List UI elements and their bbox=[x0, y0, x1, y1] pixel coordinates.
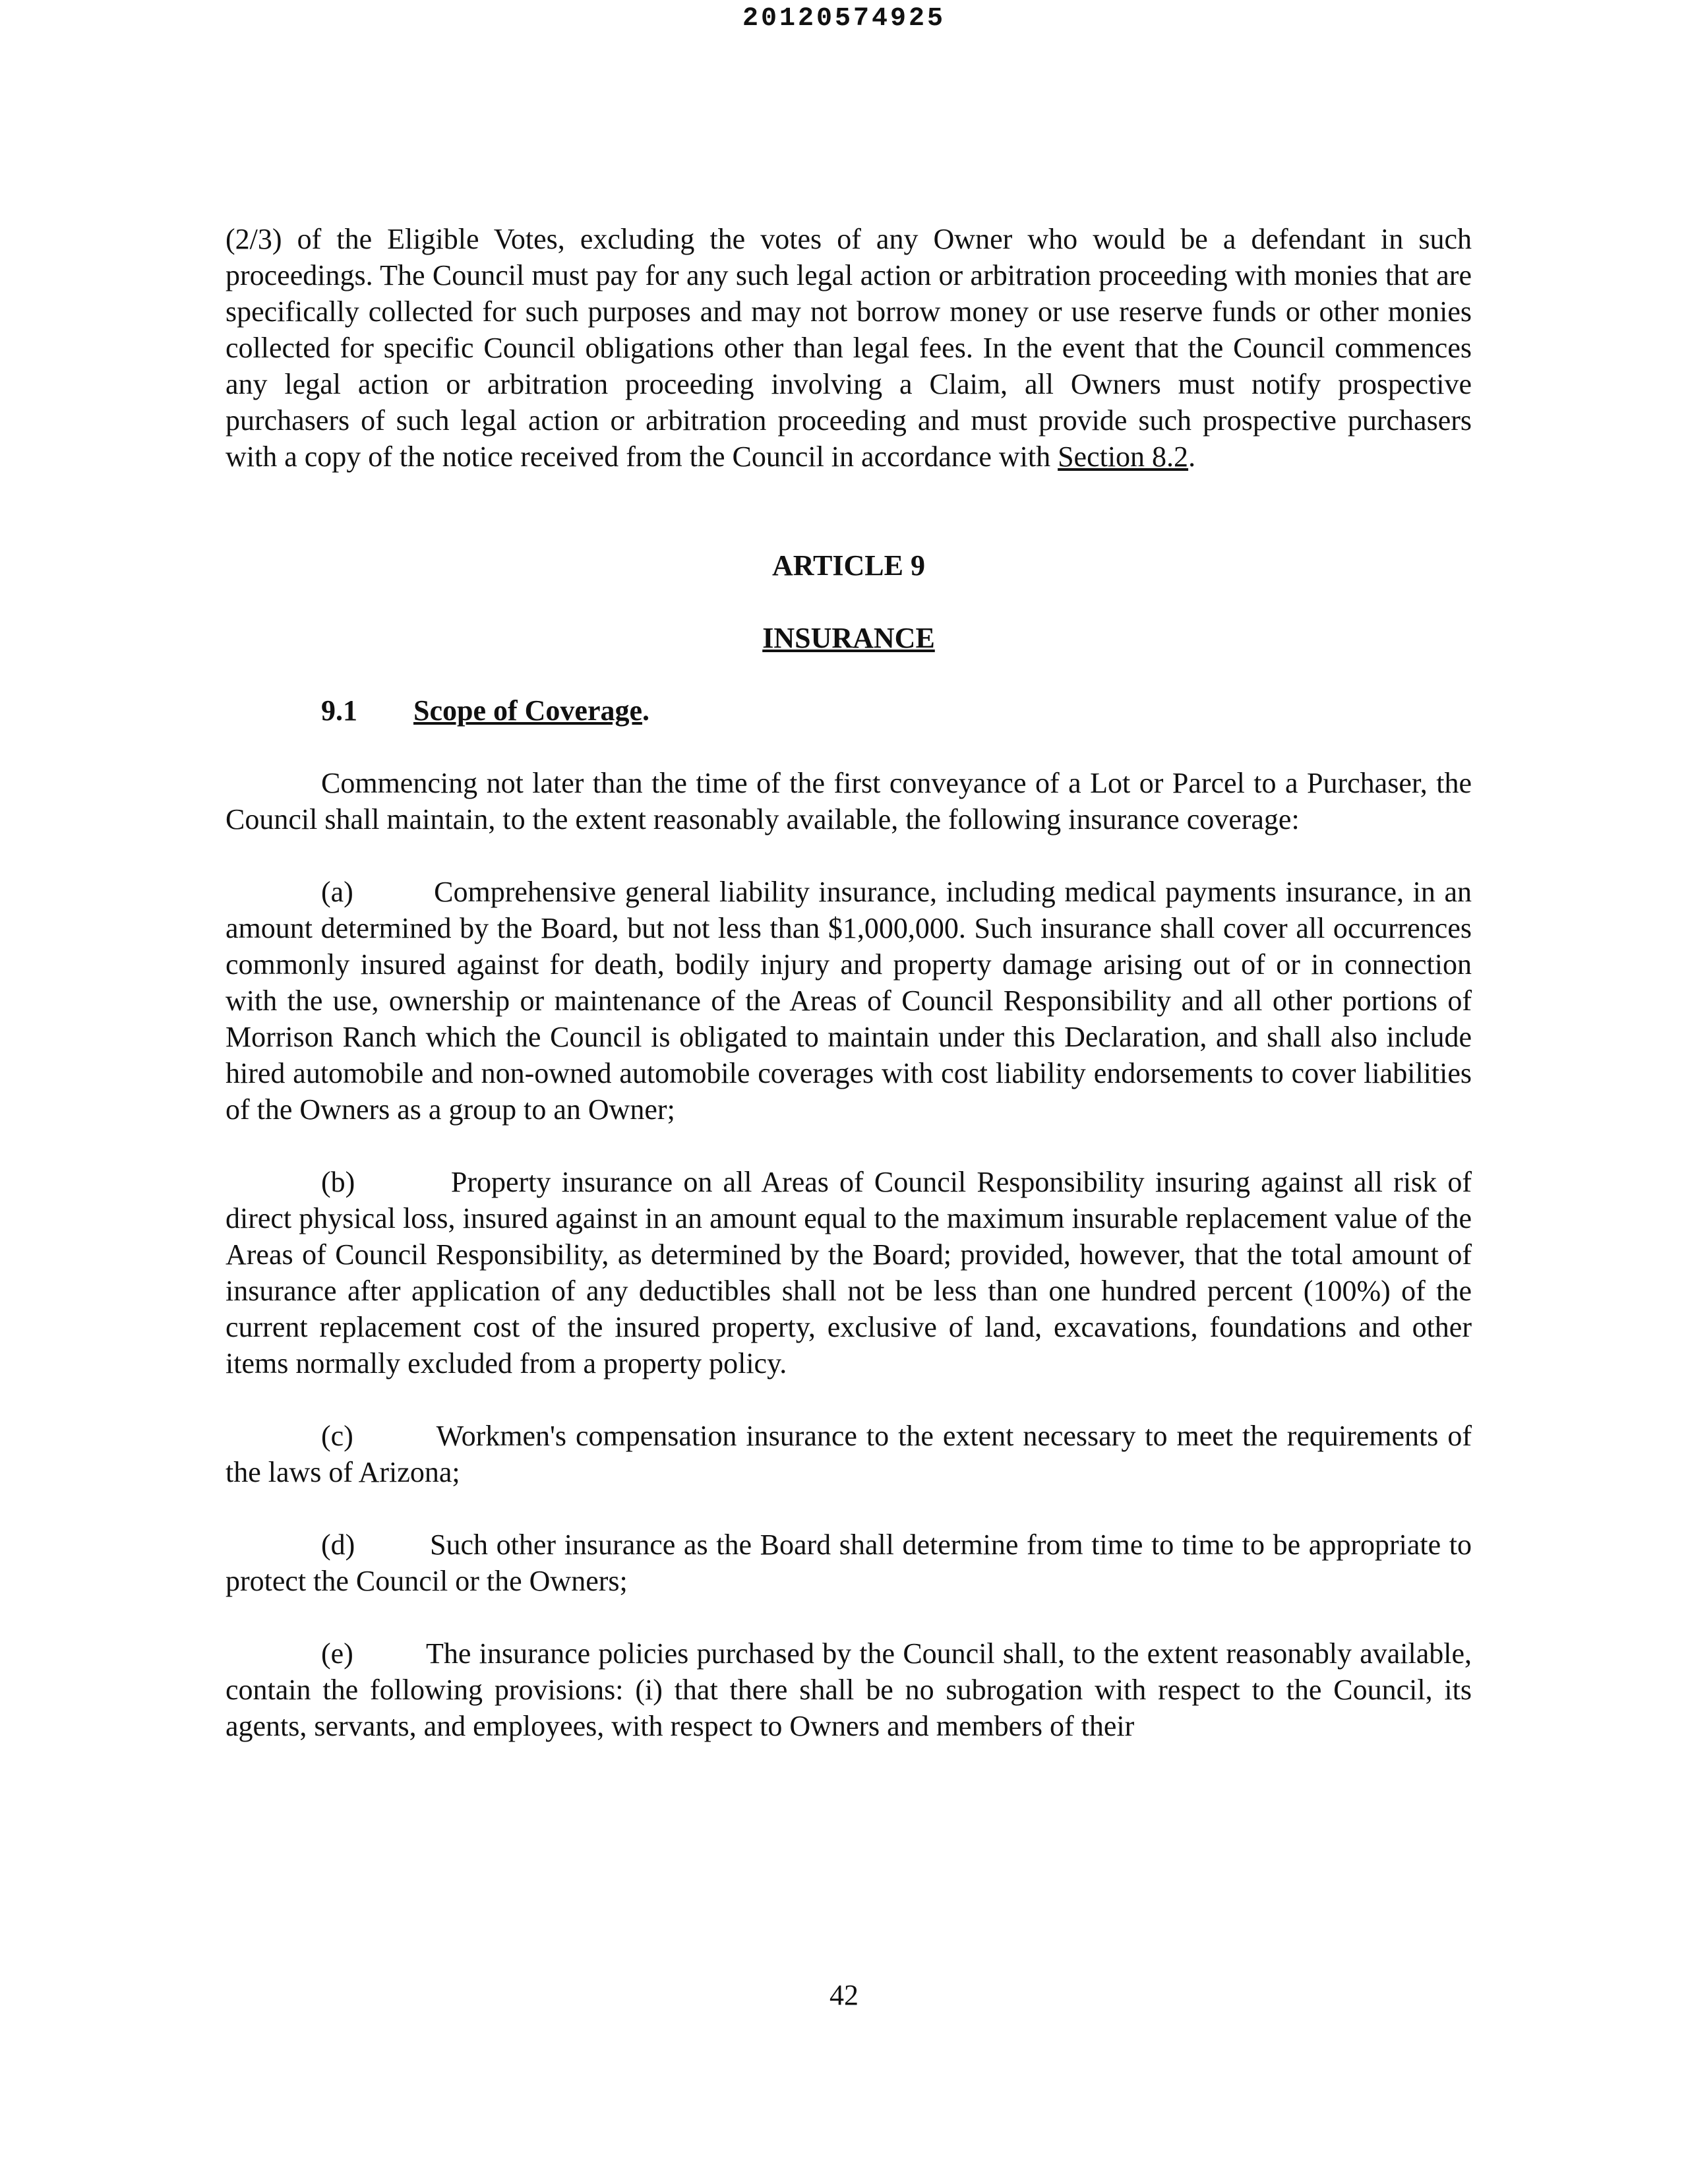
carryover-text: (2/3) of the Eligible Votes, excluding the votes of any Owner who would be a defendant in such proceedings. The Council must pay for any such legal action or arbitration proceeding with monies that are specifically collected for such purposes and may not borrow money or use reserve funds or other monies collected for specific Council obligations other than legal fees. In the event that the Council commences any legal action or arbitration proceeding involving a Claim, all Owners must notify prospective purchasers of such legal action or arbitration proceeding and must provide such prospective purchasers with a copy of the notice received from the Council in accordance with bbox=[226, 223, 1472, 473]
item-label: (d) bbox=[321, 1529, 355, 1561]
list-item bbox=[226, 1527, 1472, 1599]
item-text: Such other insurance as the Board shall determine from time to time to be appropriate to protect the Council or the Owners; bbox=[226, 1529, 1472, 1597]
item-label: (c) bbox=[321, 1420, 353, 1452]
item-label: (b) bbox=[321, 1166, 355, 1198]
carryover-text-end: . bbox=[1188, 440, 1196, 473]
article-title-text: INSURANCE bbox=[762, 622, 935, 654]
item-text: Comprehensive general liability insurance, including medical payments insurance, in an amount determined by the Board, but not less than $1,000,000. Such insurance shall cover all occurrences commonly insured against for death, bodily injury and property damage arising out of or in connection with the use, ownership or maintenance of the Areas of Council Responsibility and all other portions of Morrison Ranch which the Council is obligated to maintain under this Declaration, and shall also include hired automobile and non-owned automobile coverages with cost liability endorsements to cover liabilities of the Owners as a group to an Owner; bbox=[226, 876, 1472, 1126]
item-text: Workmen's compensation insurance to the extent necessary to meet the requirements of the laws of Arizona; bbox=[226, 1420, 1472, 1488]
article-number-heading: ARTICLE 9 bbox=[772, 549, 925, 582]
page-body bbox=[226, 221, 1472, 1744]
section-title: Scope of Coverage bbox=[413, 694, 643, 727]
section-number: 9.1 bbox=[321, 694, 357, 727]
item-label: (e) bbox=[321, 1637, 353, 1670]
section-title-suffix: . bbox=[642, 694, 650, 727]
section-heading bbox=[226, 692, 1472, 729]
document-number: 20120574925 bbox=[742, 4, 946, 34]
carryover-paragraph bbox=[226, 221, 1472, 475]
item-text: Property insurance on all Areas of Council Responsibility insuring against all risk of direct physical loss, insured against in an amount equal to the maximum insurable replacement value of the Areas of Council Responsibility, as determined by the Board; provided, however, that the total amount of insurance after application of any deductibles shall not be less than one hundred percent (100%) of the current replacement cost of the insured property, exclusive of land, excavations, foundations and other items normally excluded from a property policy. bbox=[226, 1166, 1472, 1380]
list-item bbox=[226, 1418, 1472, 1490]
list-item bbox=[226, 1164, 1472, 1381]
item-text: The insurance policies purchased by the Council shall, to the extent reasonably available, contain the following provisions: (i) that there shall be no subrogation with respect to the Council, its agents, servants, and employees, with respect to Owners and members of their bbox=[226, 1637, 1472, 1742]
list-item bbox=[226, 1635, 1472, 1744]
article-title-heading bbox=[226, 620, 1472, 656]
item-label: (a) bbox=[321, 876, 353, 908]
page-number: 42 bbox=[829, 1979, 859, 2011]
list-item bbox=[226, 874, 1472, 1128]
intro-paragraph: Commencing not later than the time of the first conveyance of a Lot or Parcel to a Purchaser, the Council shall maintain, to the extent reasonably available, the following insurance coverage: bbox=[226, 767, 1472, 835]
section-reference-link: Section 8.2 bbox=[1058, 440, 1189, 473]
